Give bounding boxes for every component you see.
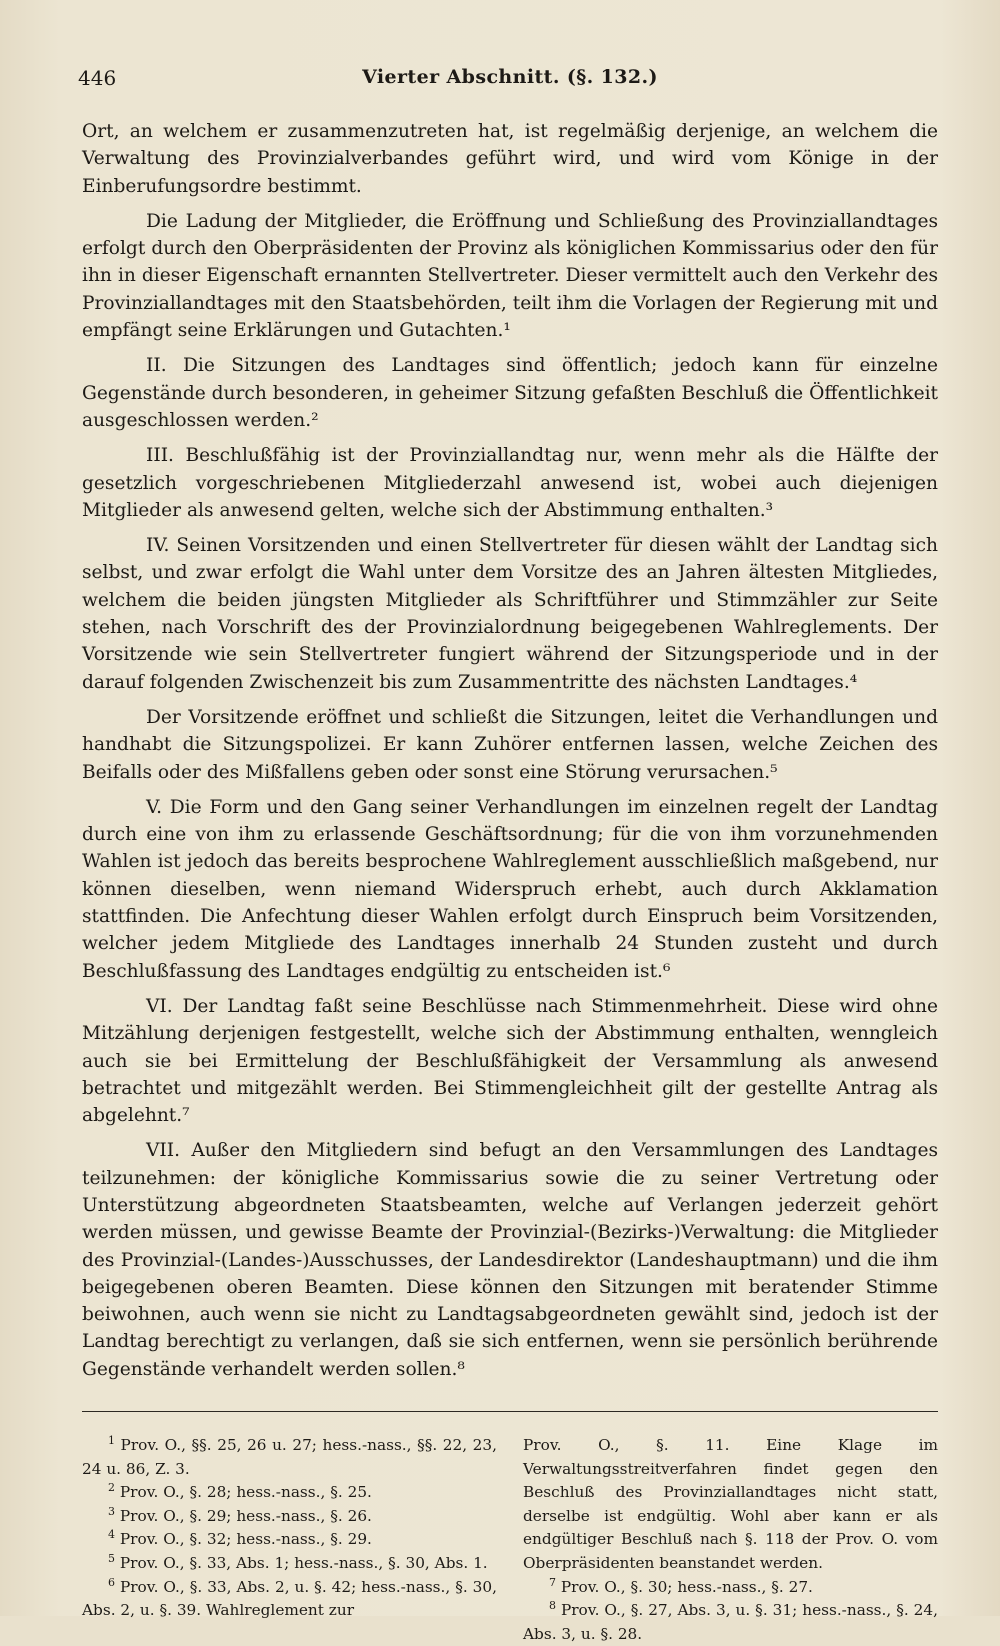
footnote-6-continued [523, 1434, 938, 1576]
section-ii: II. Die Sitzungen des Landtages sind öffentlich; jedoch kann für einzelne Gegenstände durch besonderen, in geheimer Sitzung gefaßten Beschluß die Öffentlichkeit ausgeschlossen werden.² [82, 355, 938, 431]
footnote-mark: 7 [549, 1575, 556, 1589]
footnotes-right-column [523, 1434, 938, 1646]
footnote-mark: 4 [108, 1528, 115, 1542]
page-number: 446 [78, 66, 117, 90]
footnote-text: Prov. O., §. 32; hess.-nass., §. 29. [119, 1530, 372, 1549]
section-iv: IV. Seinen Vorsitzenden und einen Stellvertreter für diesen wählt der Landtag sich selbst, und zwar erfolgt die Wahl unter dem Vorsitze des an Jahren ältesten Mitgliedes, welchem die beiden jüngsten Mitglieder als Schriftführer und Stimmzähler zur Seite stehen, nach Vorschrift des der Provinzialordnung beigegebenen Wahlreglements. Der Vorsitzende wie sein Stellvertreter fungiert während der Sitzungsperiode und in der darauf folgenden Zwischenzeit bis zum Zusammentritte des nächsten Landtages.⁴ [82, 535, 938, 693]
footnote-text: Prov. O., §. 30; hess.-nass., §. 27. [560, 1577, 813, 1596]
footnote-text: Prov. O., §. 11. Eine Klage im Verwaltungsstreitverfahren findet gegen den Beschluß des Provinziallandtages nicht statt, derselbe ist endgültig. Wohl aber kann er als endgültiger Beschluß nach §. 118 der Prov. O. vom Oberpräsidenten beanstandet werden. [523, 1436, 938, 1573]
footnote-text: Prov. O., §. 33, Abs. 1; hess.-nass., §. 30, Abs. 1. [119, 1554, 488, 1573]
running-head: Vierter Abschnitt. (§. 132.) [362, 66, 658, 88]
section-vii: VII. Außer den Mitgliedern sind befugt an den Versammlungen des Landtages teilzunehmen: der königliche Kommissarius sowie die zu seiner Vertretung oder Unterstützung abgeordneten Staatsbeamten, welche auf Verlangen jederzeit gehört werden müssen, und gewisse Beamte der Provinzial-(Bezirks-)Verwaltung: die Mitglieder des Provinzial-(Landes-)Ausschusses, der Landesdirektor (Landeshauptmann) und die ihm beigegebenen oberen Beamten. Diese können den Sitzungen mit beratender Stimme beiwohnen, auch wenn sie nicht zu Landtagsabgeordneten gewählt sind, jedoch ist der Landtag berechtigt zu verlangen, daß sie sich entfernen, wenn sie persönlich berührende Gegenstände verhandelt werden sollen.⁸ [82, 1140, 938, 1380]
footnote-mark: 2 [108, 1481, 115, 1495]
footnote-mark: 1 [108, 1433, 115, 1447]
footnote-mark: 3 [108, 1504, 115, 1518]
footnote-2 [82, 1481, 497, 1505]
footnote-1 [82, 1434, 497, 1481]
footnote-5 [82, 1552, 497, 1576]
footnote-text: Prov. O., §. 33, Abs. 2, u. §. 42; hess.-nass., §. 30, Abs. 2, u. §. 39. Wahlreglement zur [82, 1577, 497, 1620]
footnote-7 [523, 1576, 938, 1600]
main-text [82, 118, 938, 1383]
footnote-mark: 5 [108, 1551, 115, 1565]
section-iii: III. Beschlußfähig ist der Provinziallandtag nur, wenn mehr als die Hälfte der gesetzlich vorgeschriebenen Mitgliederzahl anwesend ist, wobei auch diejenigen Mitglieder als anwesend gelten, welche sich der Abstimmung enthalten.³ [82, 445, 938, 521]
paragraph-chair: Der Vorsitzende eröffnet und schließt die Sitzungen, leitet die Verhandlungen und handhabt die Sitzungspolizei. Er kann Zuhörer entfernen lassen, welche Zeichen des Beifalls oder des Mißfallens geben oder sonst eine Störung verursachen.⁵ [82, 706, 938, 783]
footnote-text: Prov. O., §. 28; hess.-nass., §. 25. [119, 1483, 372, 1502]
footnote-mark: 6 [108, 1575, 115, 1589]
footnote-text: Prov. O., §§. 25, 26 u. 27; hess.-nass., §§. 22, 23, 24 u. 86, Z. 3. [82, 1436, 497, 1478]
footnote-8 [523, 1599, 938, 1646]
footnote-divider [82, 1411, 938, 1412]
paragraph-1: Ort, an welchem er zusammenzutreten hat, ist regelmäßig derjenige, an welchem die Verwaltung des Provinzialverbandes geführt wird, und wird vom Könige in der Einberufungsordre bestimmt. [82, 121, 938, 197]
footnote-3 [82, 1505, 497, 1529]
footnote-4 [82, 1528, 497, 1552]
page-header [78, 58, 938, 94]
section-v: V. Die Form und den Gang seiner Verhandlungen im einzelnen regelt der Landtag durch eine von ihm zu erlassende Geschäftsordnung; für die von ihm vorzunehmenden Wahlen ist jedoch das bereits besprochene Wahlreglement ausschließlich maßgebend, nur können dieselben, wenn niemand Widerspruch erhebt, auch durch Akklamation stattfinden. Die Anfechtung dieser Wahlen erfolgt durch Einspruch beim Vorsitzenden, welcher jedem Mitgliede des Landtages innerhalb 24 Stunden zusteht und durch Beschlußfassung des Landtages endgültig zu entscheiden ist.⁶ [82, 796, 938, 982]
footnote-mark: 8 [549, 1599, 556, 1613]
section-vi: VI. Der Landtag faßt seine Beschlüsse nach Stimmenmehrheit. Diese wird ohne Mitzählung derjenigen festgestellt, welche sich der Abstimmung enthalten, wenngleich auch sie bei Ermittelung der Beschlußfähigkeit der Versammlung als anwesend betrachtet und mitgezählt werden. Bei Stimmengleichheit gilt der gestellte Antrag als abgelehnt.⁷ [82, 995, 938, 1127]
footnotes-left-column [82, 1434, 497, 1646]
paragraph-2: Die Ladung der Mitglieder, die Eröffnung und Schließung des Provinziallandtages erfolgt durch den Oberpräsidenten der Provinz als königlichen Kommissarius oder den für ihn in dieser Eigenschaft ernannten Stellvertreter. Dieser vermittelt auch den Verkehr des Provinziallandtages mit den Staatsbehörden, teilt ihm die Vorlagen der Regierung mit und empfängt seine Erklärungen und Gutachten.¹ [82, 210, 938, 342]
footnotes [82, 1434, 938, 1646]
footnote-text: Prov. O., §. 29; hess.-nass., §. 26. [119, 1506, 372, 1525]
footnote-text: Prov. O., §. 27, Abs. 3, u. §. 31; hess.-nass., §. 24, Abs. 3, u. §. 28. [523, 1601, 938, 1643]
